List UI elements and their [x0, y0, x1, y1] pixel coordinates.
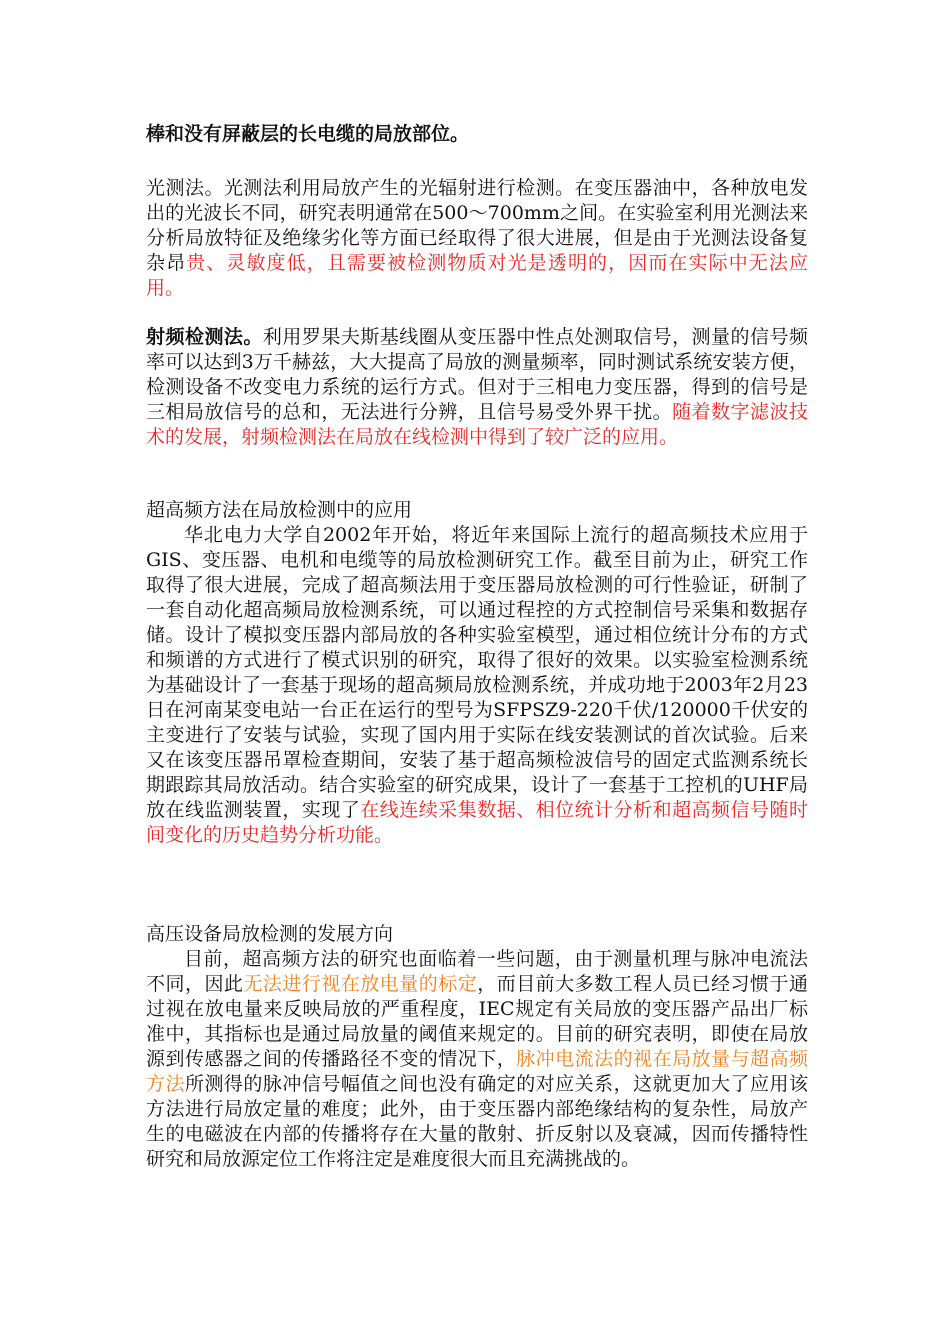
rf-method-highlight: 随着数字滤波技术的发展，射频检测法在局放在线检测中得到了较广泛的应用。: [146, 401, 808, 448]
intro-line: [146, 122, 808, 147]
optical-method-paragraph: [146, 176, 808, 301]
optical-method-highlight: 贵、灵敏度低，且需要被检测物质对光是透明的，因而在实际中无法应用。: [146, 252, 808, 299]
uhf-heading-text: 超高频方法在局放检测中的应用: [146, 499, 413, 521]
rf-method-text: 利用罗果夫斯基线圈从变压器中性点处测取信号，测量的信号频率可以达到3万千赫兹，大大提高了局放的测量频率，同时测试系统安装方便，检测设备不改变电力系统的运行方式。但对于三相电力变压器，得到的信号是三相局放信号的总和，无法进行分辨，且信号易受外界干扰。: [146, 326, 808, 423]
development-text-3: 所测得的脉冲信号幅值之间也没有确定的对应关系，这就更加大了应用该方法进行局放定量的难度；此外，由于变压器内部绝缘结构的复杂性，局放产生的电磁波在内部的传播将存在大量的散射、折反射以及衰减，因而传播特性研究和局放源定位工作将注定是难度很大而且充满挑战的。: [146, 1073, 808, 1170]
uhf-section-heading: [146, 498, 808, 523]
intro-text: 棒和没有屏蔽层的长电缆的局放部位。: [146, 123, 470, 145]
uhf-section-body: [146, 523, 808, 848]
optical-method-text: 光测法。光测法利用局放产生的光辐射进行检测。在变压器油中，各种放电发出的光波长不同，研究表明通常在500～700mm之间。在实验室利用光测法来分析局放特征及绝缘劣化等方面已经取得了很大进展，但是由于光测法设备复杂昂: [146, 177, 808, 274]
development-section-heading: [146, 922, 808, 947]
uhf-body-highlight: 在线连续采集数据、相位统计分析和超高频信号随时间变化的历史趋势分析功能。: [146, 799, 808, 846]
development-highlight-2: 脉冲电流法的视在局放量与超高频方法: [146, 1048, 808, 1095]
rf-method-title: 射频检测法。: [146, 326, 263, 348]
development-text-1: 目前，超高频方法的研究也面临着一些问题，由于测量机理与脉冲电流法不同，因此: [146, 948, 808, 995]
development-section-body: [146, 947, 808, 1172]
development-heading-text: 高压设备局放检测的发展方向: [146, 923, 394, 945]
development-highlight-1: 无法进行视在放电量的标定: [243, 973, 478, 995]
uhf-body-text: 华北电力大学自2002年开始，将近年来国际上流行的超高频技术应用于GIS、变压器、电机和电缆等的局放检测研究工作。截至目前为止，研究工作取得了很大进展，完成了超高频法用于变压器局放检测的可行性验证，研制了一套自动化超高频局放检测系统，可以通过程控的方式控制信号采集和数据存储。设计了模拟变压器内部局放的各种实验室模型，通过相位统计分布的方式和频谱的方式进行了模式识别的研究，取得了很好的效果。以实验室检测系统为基础设计了一套基于现场的超高频局放检测系统，并成功地于2003年2月23日在河南某变电站一台正在运行的型号为SFPSZ9-220千伏/120000千伏安的主变进行了安装与试验，实现了国内用于实际在线安装测试的首次试验。后来又在该变压器吊罩检查期间，安装了基于超高频检波信号的固定式监测系统长期跟踪其局放活动。结合实验室的研究成果，设计了一套基于工控机的UHF局放在线监测装置，实现了: [146, 524, 808, 821]
development-text-2: ，而目前大多数工程人员已经习惯于通过视在放电量来反映局放的严重程度，IEC规定有关局放的变压器产品出厂标准中，其指标也是通过局放量的阈值来规定的。目前的研究表明，即使在局放源到传感器之间的传播路径不变的情况下，: [146, 973, 808, 1070]
rf-method-paragraph: [146, 325, 808, 450]
